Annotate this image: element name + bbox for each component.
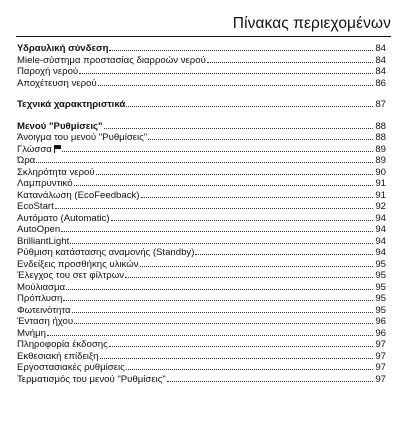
toc-entry[interactable] [17, 190, 386, 202]
page-title: Πίνακας περιεχομένων [232, 15, 391, 32]
toc-entry-label [17, 167, 95, 179]
toc-entry-label [17, 339, 108, 351]
toc-page-number: 84 [375, 43, 386, 54]
toc-page-number: 95 [375, 293, 386, 304]
toc-page-number: 84 [375, 54, 386, 66]
toc-entry-label [17, 316, 73, 328]
toc-entry-label [17, 293, 62, 305]
toc-entry[interactable] [17, 224, 386, 236]
dot-leader [207, 55, 373, 63]
dot-leader [111, 213, 374, 221]
toc-entry[interactable] [17, 155, 386, 167]
dot-leader [74, 316, 373, 324]
dot-leader [66, 282, 373, 290]
toc-entry-label-text: Άνοιγμα του μενού "Ρυθμίσεις" [17, 132, 148, 143]
toc-entry-label-text: Έλεγχος του σετ φίλτρων [17, 270, 125, 281]
toc-entry-label-text: AutoOpen [17, 224, 61, 235]
toc-entry-label [17, 247, 194, 259]
toc-page-number: 89 [375, 143, 386, 155]
dot-leader [70, 236, 373, 244]
toc-entry-label-text: Miele-σύστημα προστασίας διαρροών νερού [17, 54, 206, 66]
toc-entry-label [17, 201, 54, 213]
toc-page-number: 94 [375, 247, 386, 258]
dot-leader [167, 374, 374, 382]
toc-page-number: 92 [375, 201, 386, 212]
toc-entry-label [17, 351, 99, 363]
toc-page-number: 95 [375, 281, 386, 293]
toc-entry-label-text: Μνήμη [17, 327, 46, 339]
dot-leader [109, 43, 373, 51]
toc-entry-label [17, 213, 110, 225]
toc-entry[interactable] [17, 374, 386, 386]
toc-entry[interactable] [17, 339, 386, 351]
toc-entry-label-text: Αποχέτευση νερού [17, 77, 97, 89]
toc-page-number: 97 [375, 339, 386, 350]
dot-leader [126, 99, 373, 107]
toc-entry[interactable] [17, 362, 386, 374]
toc-page-number: 84 [375, 66, 386, 77]
toc-entry-label [17, 155, 35, 167]
toc-page-number: 95 [375, 304, 386, 316]
table-of-contents [17, 43, 386, 395]
toc-entry-label [17, 132, 147, 144]
dot-leader [61, 224, 373, 232]
toc-entry-label [17, 282, 65, 294]
toc-page-number: 97 [375, 362, 386, 373]
toc-section-heading[interactable] [17, 43, 386, 55]
toc-entry[interactable] [17, 259, 386, 271]
dot-leader [63, 293, 373, 301]
toc-entry[interactable] [17, 316, 386, 328]
toc-page-number: 89 [375, 155, 386, 166]
toc-entry-label [17, 224, 60, 236]
toc-entry-label [17, 270, 124, 282]
toc-entry-label-text: Πρόπλυση [17, 293, 63, 304]
toc-entry-label-text: Μούλιασμα [17, 281, 66, 293]
toc-entry-label-text: Ρύθμιση κατάστασης αναμονής (Standby) [17, 247, 195, 258]
toc-entry-label-text: Υδραυλική σύνδεση [17, 43, 109, 54]
toc-entry[interactable] [17, 178, 386, 190]
toc-page-number: 91 [375, 189, 386, 201]
toc-entry[interactable] [17, 213, 386, 225]
toc-entry-label [17, 236, 69, 248]
toc-page-number: 88 [375, 132, 386, 143]
dot-leader [104, 121, 374, 129]
toc-page-number: 97 [375, 373, 386, 385]
dot-leader [148, 132, 373, 140]
toc-entry-label [17, 99, 125, 111]
toc-entry-label-text: Ένταση ήχου [17, 316, 74, 327]
toc-section-heading[interactable] [17, 99, 386, 111]
dot-leader [126, 362, 374, 370]
toc-entry-label-text: Μενού "Ρυθμίσεις" [17, 120, 103, 132]
toc-entry-label-text: Σκληρότητα νερού [17, 166, 95, 178]
toc-page-number: 94 [375, 224, 386, 235]
toc-page-number: 87 [375, 99, 386, 110]
toc-entry[interactable] [17, 132, 386, 144]
toc-page-number: 96 [375, 327, 386, 339]
toc-entry-label-text: BrilliantLight [17, 235, 70, 247]
toc-page-number: 94 [375, 212, 386, 224]
dot-leader [47, 328, 373, 336]
toc-entry-label [17, 66, 78, 78]
dot-leader [98, 78, 374, 86]
toc-entry-label [17, 178, 73, 190]
toc-entry[interactable] [17, 305, 386, 317]
toc-page-number: 95 [375, 258, 386, 270]
toc-entry-label [17, 328, 46, 340]
toc-page-number: 96 [375, 316, 386, 327]
page-header [16, 14, 391, 37]
toc-entry-label-text: Πληροφορία έκδοσης [17, 339, 108, 350]
toc-section [17, 43, 386, 89]
toc-page-number: 91 [375, 178, 386, 189]
toc-entry[interactable] [17, 282, 386, 294]
toc-page-number: 95 [375, 270, 386, 281]
toc-entry[interactable] [17, 351, 386, 363]
toc-entry-label-text: Εκθεσιακή επίδειξη [17, 350, 99, 362]
toc-entry[interactable] [17, 66, 386, 78]
dot-leader [79, 66, 373, 74]
toc-entry[interactable] [17, 167, 386, 179]
toc-entry-label-text: Φωτεινότητα [17, 304, 71, 316]
toc-page-number: 88 [375, 120, 386, 132]
dot-leader [55, 201, 374, 209]
dot-leader [36, 155, 373, 163]
toc-entry[interactable] [17, 236, 386, 248]
toc-entry-label [17, 305, 71, 317]
toc-entry[interactable] [17, 55, 386, 67]
toc-entry[interactable] [17, 201, 386, 213]
toc-entry-label-text: Τερματισμός του μενού "Ρυθμίσεις" [17, 373, 166, 385]
toc-page-number: 94 [375, 235, 386, 247]
toc-entry[interactable] [17, 144, 386, 156]
toc-entry[interactable] [17, 247, 386, 259]
toc-entry-label-text: Αυτόματο (Automatic) [17, 212, 110, 224]
dot-leader [100, 351, 374, 359]
toc-entry-label [17, 78, 97, 90]
toc-page-number: 86 [375, 77, 386, 89]
toc-entry-label [17, 43, 108, 55]
dot-leader [72, 305, 374, 313]
dot-leader [109, 339, 374, 347]
toc-entry-label [17, 55, 206, 67]
toc-section [17, 99, 386, 111]
toc-entry-label-text: Λαμπρυντικό [17, 178, 73, 189]
toc-page-number: 90 [375, 166, 386, 178]
dot-leader [141, 190, 374, 198]
toc-entry-label [17, 259, 139, 271]
toc-entry-label-text: EcoStart [17, 201, 54, 212]
toc-entry-label-text: Παροχή νερού [17, 66, 79, 77]
toc-entry-label [17, 144, 61, 156]
toc-section-heading[interactable] [17, 121, 386, 133]
toc-page-number: 97 [375, 350, 386, 362]
dot-leader [62, 144, 374, 152]
toc-entry-label-text: Εργοστασιακές ρυθμίσεις [17, 362, 125, 373]
flag-icon [54, 145, 61, 153]
toc-entry[interactable] [17, 293, 386, 305]
toc-section [17, 121, 386, 386]
dot-leader [125, 270, 373, 278]
toc-entry[interactable] [17, 328, 386, 340]
toc-entry-label [17, 190, 140, 202]
dot-leader [74, 178, 374, 186]
toc-entry[interactable] [17, 270, 386, 282]
toc-entry-label-text: Τεχνικά χαρακτηριστικά [17, 99, 126, 110]
dot-leader [96, 167, 374, 175]
toc-entry-label-text: Κατανάλωση (EcoFeedback) [17, 189, 140, 201]
toc-entry-label-text: Ενδείξεις προσθήκης υλικών [17, 258, 139, 270]
toc-entry-label-text: Ώρα [17, 155, 36, 166]
toc-entry-label [17, 121, 103, 133]
dot-leader [140, 259, 374, 267]
toc-entry-label-text: Γλώσσα [17, 143, 52, 155]
toc-entry[interactable] [17, 78, 386, 90]
toc-entry-label [17, 374, 166, 386]
dot-leader [195, 247, 373, 255]
toc-entry-label [17, 362, 125, 374]
